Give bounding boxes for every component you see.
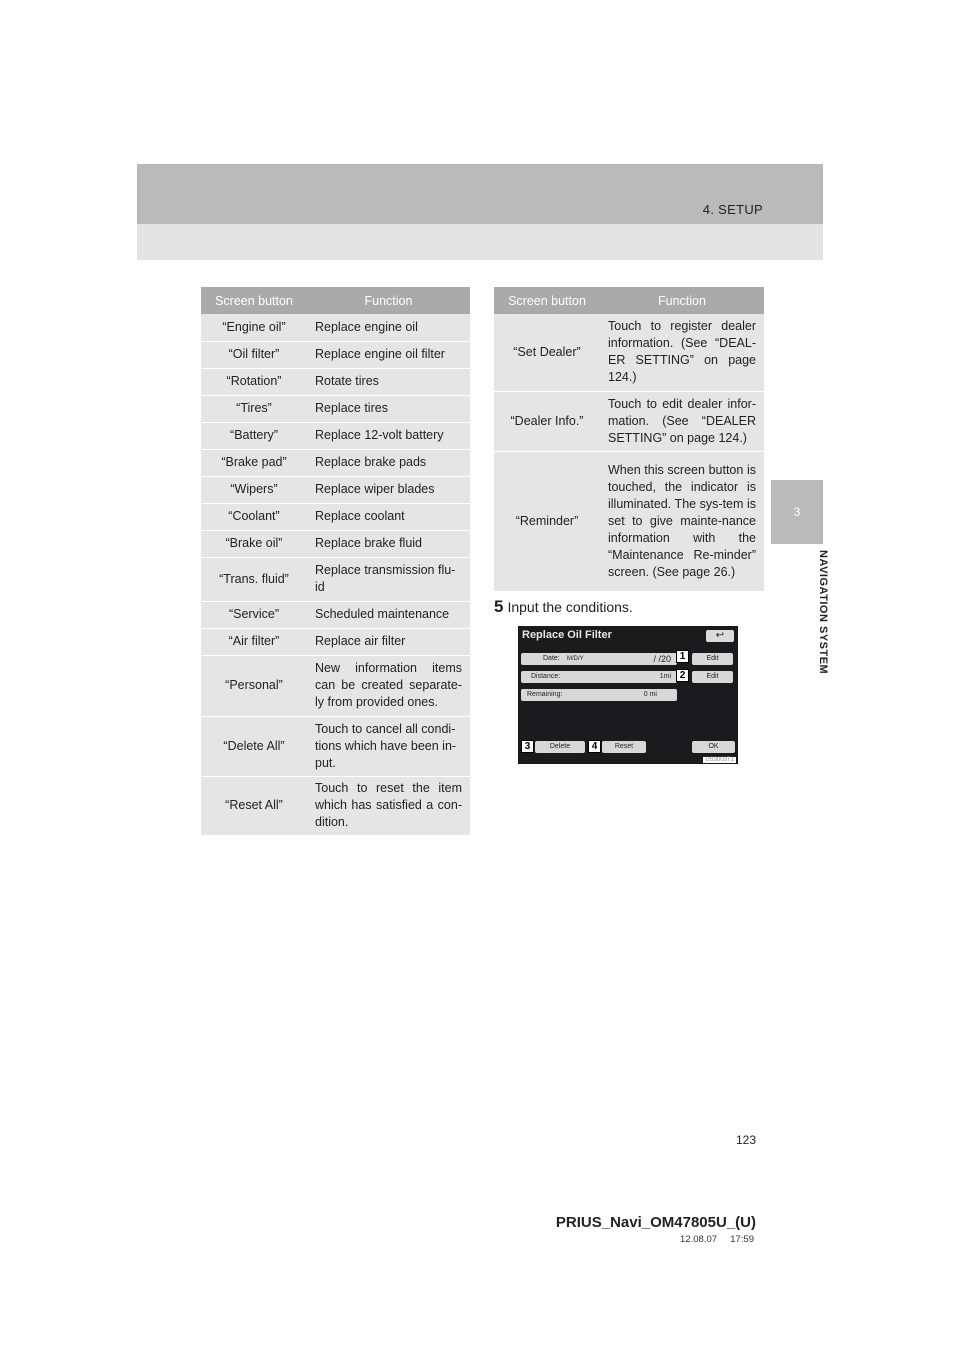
screen-button-name: “Engine oil” [201,314,307,341]
step-instruction [494,597,633,617]
document-id: PRIUS_Navi_OM47805U_(U) [555,1214,756,1231]
function-text: Replace tires [307,395,470,422]
table-row [201,557,470,601]
date-label: Date: [543,655,560,662]
step-text: Input the conditions. [507,599,633,615]
screen-button-name: “Reminder” [494,451,600,591]
remaining-row [521,689,677,701]
function-text: New information items can be created separate-ly from provided ones. [307,655,470,716]
delete-button: Delete [535,741,585,753]
function-text: Rotate tires [307,368,470,395]
reset-button: Reset [602,741,646,753]
screen-button-name: “Brake oil” [201,530,307,557]
function-text: Replace coolant [307,503,470,530]
function-text: Touch to edit dealer infor-mation. (See “DEALER SETTING” on page 124.) [600,391,764,451]
screen-button-name: “Tires” [201,395,307,422]
screen-button-name: “Rotation” [201,368,307,395]
ok-button: OK [692,741,735,753]
distance-label: Distance: [531,673,561,680]
image-code: US3003T1 [705,757,734,763]
back-arrow-icon: ↩ [706,630,734,642]
screen-button-name: “Coolant” [201,503,307,530]
function-text: Replace brake pads [307,449,470,476]
callout-4: 4 [588,740,601,753]
function-text: Scheduled maintenance [307,601,470,628]
date-value: / /20 [653,654,671,664]
table-row [201,601,470,628]
section-title: 4. SETUP [702,202,763,217]
function-text: Touch to cancel all condi-tions which have been in-put. [307,716,470,776]
table-row [201,341,470,368]
table-row [201,395,470,422]
page-number: 123 [735,1133,756,1147]
column-header: Screen button [494,287,600,314]
table-row [201,776,470,835]
screen-button-name: “Delete All” [201,716,307,776]
date-edit-button: Edit [692,653,733,665]
screen-button-name: “Dealer Info.” [494,391,600,451]
screen-button-name: “Service” [201,601,307,628]
table-row [494,391,764,451]
document-timestamp [680,1234,754,1245]
function-text: Replace engine oil filter [307,341,470,368]
chapter-tab: 3 [771,480,823,544]
table-row [201,476,470,503]
distance-value: 1mi [659,673,671,680]
table-row [201,655,470,716]
table-row [201,628,470,655]
function-text: When this screen button is touched, the indicator is illuminated. The sys-tem is set to give mainte-nance information with the “Maintenance Re-minder” screen. (See page 26.) [600,451,764,591]
screen-button-name: “Wipers” [201,476,307,503]
replace-oil-filter-screenshot [518,626,738,764]
remaining-value: 0 mi [643,691,657,698]
screen-button-name: “Brake pad” [201,449,307,476]
table-row [201,368,470,395]
function-text: Touch to reset the item which has satisfied a con-dition. [307,776,470,835]
callout-3: 3 [521,740,534,753]
function-text: Replace 12-volt battery [307,422,470,449]
date-format: M/D/Y [567,656,584,662]
table-row [494,314,764,391]
right-function-table [494,287,764,592]
remaining-label: Remaining: [527,691,563,698]
callout-1: 1 [676,650,689,663]
header-subband [137,224,823,260]
screen-title: Replace Oil Filter [522,629,612,641]
table-row [201,422,470,449]
table-row [201,449,470,476]
step-number: 5 [494,597,504,616]
callout-2: 2 [676,669,689,682]
table-row [201,503,470,530]
left-function-table [201,287,470,836]
function-text: Replace brake fluid [307,530,470,557]
timestamp-text: 12.08.07 17:59 [680,1234,754,1245]
screen-button-name: “Personal” [201,655,307,716]
chapter-label: NAVIGATION SYSTEM [817,550,829,675]
function-text: Touch to register dealer information. (See “DEAL-ER SETTING” on page 124.) [600,314,764,391]
column-header: Screen button [201,287,307,314]
function-text: Replace engine oil [307,314,470,341]
screen-button-name: “Reset All” [201,776,307,835]
function-text: Replace transmission flu-id [307,557,470,601]
column-header: Function [307,287,470,314]
date-row [521,653,677,665]
column-header: Function [600,287,764,314]
table-row [201,530,470,557]
screen-button-name: “Oil filter” [201,341,307,368]
screen-button-name: “Trans. fluid” [201,557,307,601]
function-text: Replace wiper blades [307,476,470,503]
distance-row [521,671,677,683]
function-text: Replace air filter [307,628,470,655]
distance-edit-button: Edit [692,671,733,683]
table-row [494,451,764,591]
screen-button-name: “Set Dealer” [494,314,600,391]
screen-button-name: “Battery” [201,422,307,449]
table-row [201,716,470,776]
screen-button-name: “Air filter” [201,628,307,655]
table-row [201,314,470,341]
